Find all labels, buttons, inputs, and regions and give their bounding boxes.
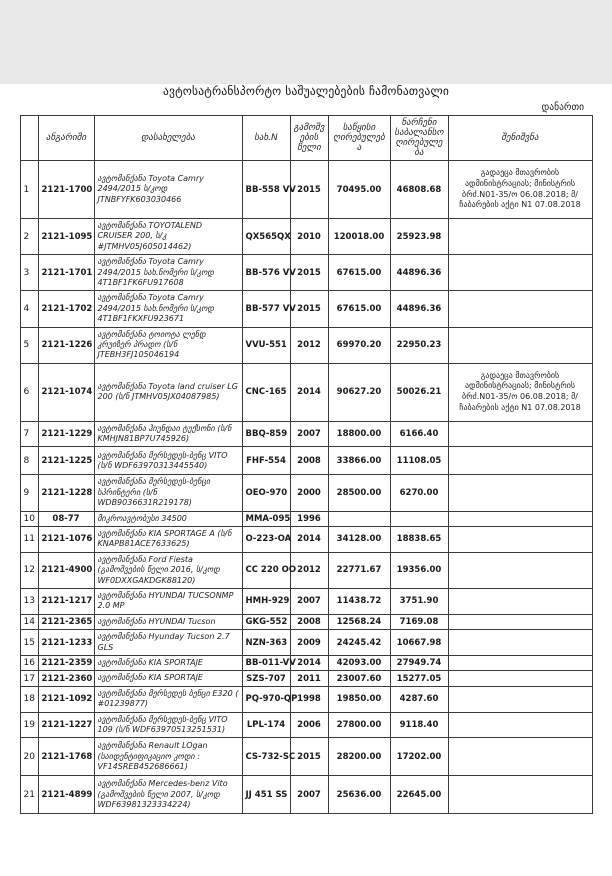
- row-number: 8: [20, 447, 38, 475]
- table-row: [20, 527, 592, 553]
- cell-note: გადაეცა მთავრობის ადმინისტრაციას; მინისტრის ბრძ.N01-35/ო 06.08.2018; მ/ჩაბარების აქტი N1 07.08.2018: [448, 161, 592, 219]
- cell-initial-value: 24245.42: [328, 630, 390, 656]
- cell-note: [448, 655, 592, 670]
- cell-release-year: 2007: [290, 588, 328, 614]
- vehicles-table: [20, 115, 593, 814]
- cell-residual-value: 17202.00: [390, 738, 448, 776]
- table-row: [20, 255, 592, 291]
- table-row: [20, 655, 592, 670]
- cell-initial-value: 42093.00: [328, 655, 390, 670]
- header-initial-value: საწყისი ღირებულება: [328, 116, 390, 161]
- cell-plate-number: HMH-929: [242, 588, 290, 614]
- cell-initial-value: 70495.00: [328, 161, 390, 219]
- cell-description: ავტომანქანა Toyota Camry 2494/2015 სახ.ნომერი ს/კოდ 4T1BF1FK6FU917608: [94, 255, 242, 291]
- header-note: შენიშვნა: [448, 116, 592, 161]
- cell-plate-number: SZS-707: [242, 671, 290, 686]
- cell-release-year: 2008: [290, 614, 328, 629]
- cell-initial-value: 22771.67: [328, 552, 390, 588]
- cell-description: ავტომანქანა მერსედეს-ბენც VITO (ს/ნ WDF63970313445540): [94, 447, 242, 475]
- cell-initial-value: 33866.00: [328, 447, 390, 475]
- cell-note: [448, 552, 592, 588]
- cell-description: ავტომანქანა მერსედეს ბენცი E320 ( #01239877): [94, 686, 242, 712]
- cell-note: [448, 527, 592, 553]
- cell-release-year: 2015: [290, 291, 328, 327]
- cell-note: [448, 219, 592, 255]
- cell-residual-value: 22645.00: [390, 776, 448, 814]
- cell-plate-number: O-223-OA: [242, 527, 290, 553]
- cell-description: მიკროავტობუსი 34500: [94, 511, 242, 526]
- cell-note: [448, 738, 592, 776]
- row-number: 17: [20, 671, 38, 686]
- cell-residual-value: 27949.74: [390, 655, 448, 670]
- cell-release-year: 2012: [290, 552, 328, 588]
- row-number: 21: [20, 776, 38, 814]
- row-number: 18: [20, 686, 38, 712]
- cell-release-year: 2010: [290, 219, 328, 255]
- cell-account: 2121-1228: [38, 475, 94, 511]
- cell-account: 2121-1076: [38, 527, 94, 553]
- table-body: [20, 161, 592, 814]
- cell-residual-value: 15277.05: [390, 671, 448, 686]
- cell-residual-value: [390, 511, 448, 526]
- cell-note: გადაეცა მთავრობის ადმინისტრაციას; მინისტრის ბრძ.N01-35/ო 06.08.2018; მ/ჩაბარების აქტი N1 07.08.2018: [448, 363, 592, 421]
- row-number: 1: [20, 161, 38, 219]
- cell-plate-number: BB-011-VV: [242, 655, 290, 670]
- table-row: [20, 630, 592, 656]
- cell-description: ავტომანქანა Hyunday Tucson 2.7 GLS: [94, 630, 242, 656]
- cell-residual-value: 18838.65: [390, 527, 448, 553]
- cell-residual-value: 19356.00: [390, 552, 448, 588]
- row-number: 6: [20, 363, 38, 421]
- cell-account: 2121-2359: [38, 655, 94, 670]
- cell-release-year: 2008: [290, 447, 328, 475]
- cell-account: 2121-1225: [38, 447, 94, 475]
- header-year: გამოშვების წელი: [290, 116, 328, 161]
- table-row: [20, 552, 592, 588]
- cell-release-year: 2014: [290, 527, 328, 553]
- header-account: ანგარიში: [38, 116, 94, 161]
- row-number: 11: [20, 527, 38, 553]
- cell-note: [448, 421, 592, 447]
- header-residual-value: ნარჩენი საბალანსო ღირებულება: [390, 116, 448, 161]
- cell-residual-value: 9118.40: [390, 712, 448, 738]
- cell-plate-number: JJ 451 SS: [242, 776, 290, 814]
- cell-account: 2121-1226: [38, 327, 94, 363]
- cell-initial-value: 19850.00: [328, 686, 390, 712]
- cell-note: [448, 255, 592, 291]
- cell-account: 08-77: [38, 511, 94, 526]
- cell-plate-number: VVU-551: [242, 327, 290, 363]
- cell-account: 2121-1074: [38, 363, 94, 421]
- cell-residual-value: 6270.00: [390, 475, 448, 511]
- cell-account: 2121-1700: [38, 161, 94, 219]
- cell-release-year: 2015: [290, 161, 328, 219]
- cell-residual-value: 11108.05: [390, 447, 448, 475]
- cell-initial-value: [328, 511, 390, 526]
- cell-plate-number: MMA-095: [242, 511, 290, 526]
- table-row: [20, 327, 592, 363]
- cell-residual-value: 44896.36: [390, 291, 448, 327]
- cell-residual-value: 25923.98: [390, 219, 448, 255]
- cell-description: ავტომანქანა KIA SPORTAJE: [94, 655, 242, 670]
- table-row: [20, 447, 592, 475]
- cell-residual-value: 7169.08: [390, 614, 448, 629]
- row-number: 19: [20, 712, 38, 738]
- cell-note: [448, 327, 592, 363]
- cell-release-year: 2014: [290, 363, 328, 421]
- cell-note: [448, 447, 592, 475]
- cell-account: 2121-2365: [38, 614, 94, 629]
- cell-initial-value: 23007.60: [328, 671, 390, 686]
- table-row: [20, 738, 592, 776]
- table-row: [20, 363, 592, 421]
- table-row: [20, 475, 592, 511]
- row-number: 20: [20, 738, 38, 776]
- cell-note: [448, 630, 592, 656]
- row-number: 5: [20, 327, 38, 363]
- cell-initial-value: 90627.20: [328, 363, 390, 421]
- cell-release-year: 2007: [290, 421, 328, 447]
- cell-plate-number: LPL-174: [242, 712, 290, 738]
- table-row: [20, 161, 592, 219]
- cell-account: 2121-2360: [38, 671, 94, 686]
- row-number: 16: [20, 655, 38, 670]
- table-row: [20, 614, 592, 629]
- cell-account: 2121-1701: [38, 255, 94, 291]
- cell-initial-value: 120018.00: [328, 219, 390, 255]
- cell-note: [448, 671, 592, 686]
- cell-account: 2121-4899: [38, 776, 94, 814]
- cell-description: ავტომანქანა Toyota Camry 2494/2015 ს/კოდ JTNBFYFK603030466: [94, 161, 242, 219]
- cell-initial-value: 28200.00: [328, 738, 390, 776]
- cell-plate-number: CS-732-SC: [242, 738, 290, 776]
- cell-residual-value: 22950.23: [390, 327, 448, 363]
- cell-release-year: 1996: [290, 511, 328, 526]
- cell-residual-value: 50026.21: [390, 363, 448, 421]
- cell-initial-value: 67615.00: [328, 291, 390, 327]
- cell-release-year: 2007: [290, 776, 328, 814]
- table-row: [20, 511, 592, 526]
- cell-description: ავტომანქანა Toyota Camry 2494/2015 სახ.ნომერი ს/კოდ 4T1BF1FKXFU923671: [94, 291, 242, 327]
- cell-description: ავტომანქანა მერსედეს-ბენც VITO 109 (ს/ნ WDF63970513251531): [94, 712, 242, 738]
- cell-initial-value: 25636.00: [328, 776, 390, 814]
- cell-note: [448, 588, 592, 614]
- document-page: [0, 84, 612, 876]
- cell-note: [448, 511, 592, 526]
- cell-release-year: 2000: [290, 475, 328, 511]
- cell-release-year: 2015: [290, 738, 328, 776]
- cell-note: [448, 776, 592, 814]
- table-row: [20, 712, 592, 738]
- cell-account: 2121-1768: [38, 738, 94, 776]
- cell-account: 2121-1229: [38, 421, 94, 447]
- cell-residual-value: 46808.68: [390, 161, 448, 219]
- cell-release-year: 2011: [290, 671, 328, 686]
- cell-note: [448, 291, 592, 327]
- table-row: [20, 588, 592, 614]
- cell-plate-number: QX565QX: [242, 219, 290, 255]
- cell-plate-number: FHF-554: [242, 447, 290, 475]
- cell-initial-value: 69970.20: [328, 327, 390, 363]
- cell-note: [448, 475, 592, 511]
- cell-note: [448, 712, 592, 738]
- cell-description: ავტომანქანა TOYOTALEND CRUISER 200, ს/კ #JTMHV05J605014462): [94, 219, 242, 255]
- cell-account: 2121-1233: [38, 630, 94, 656]
- cell-release-year: 2014: [290, 655, 328, 670]
- cell-description: ავტომანქანა KIA SPORTAGE A (ს/ნ KNAPB81ACE7633625): [94, 527, 242, 553]
- row-number: 3: [20, 255, 38, 291]
- row-number: 4: [20, 291, 38, 327]
- cell-residual-value: 4287.60: [390, 686, 448, 712]
- cell-description: ავტომანქანა მერსედეს-ბენცი სპრინტერი (ს/ნ WDB9036631R219178): [94, 475, 242, 511]
- cell-initial-value: 34128.00: [328, 527, 390, 553]
- row-number: 15: [20, 630, 38, 656]
- cell-initial-value: 28500.00: [328, 475, 390, 511]
- cell-residual-value: 3751.90: [390, 588, 448, 614]
- cell-initial-value: 67615.00: [328, 255, 390, 291]
- cell-plate-number: NZN-363: [242, 630, 290, 656]
- cell-account: 2121-1217: [38, 588, 94, 614]
- cell-plate-number: BB-577 VV: [242, 291, 290, 327]
- table-row: [20, 219, 592, 255]
- cell-release-year: 2015: [290, 255, 328, 291]
- table-row: [20, 776, 592, 814]
- cell-plate-number: BBQ-859: [242, 421, 290, 447]
- cell-account: 2121-1702: [38, 291, 94, 327]
- cell-initial-value: 12568.24: [328, 614, 390, 629]
- cell-plate-number: CNC-165: [242, 363, 290, 421]
- cell-description: ავტომანქანა Renault LOgan (საიდენტიფიკაციო კოდი : VF14SREB452686661): [94, 738, 242, 776]
- cell-account: 2121-1227: [38, 712, 94, 738]
- cell-description: ავტომანქანა ჰიუნდაი ტუქსონი (ს/ნ KMHJN81BP7U745926): [94, 421, 242, 447]
- cell-plate-number: CC 220 OO: [242, 552, 290, 588]
- cell-plate-number: OEO-970: [242, 475, 290, 511]
- page-title: ავტოსატრანსპორტო საშუალებების ჩამონათვალი: [162, 84, 450, 98]
- row-number: 13: [20, 588, 38, 614]
- cell-release-year: 1998: [290, 686, 328, 712]
- cell-release-year: 2006: [290, 712, 328, 738]
- cell-plate-number: PQ-970-QP: [242, 686, 290, 712]
- cell-release-year: 2012: [290, 327, 328, 363]
- cell-account: 2121-1092: [38, 686, 94, 712]
- cell-description: ავტომანქანა Mercedes-benz Vito (გამოშვების წელი 2007, ს/კოდ WDF63981323334224): [94, 776, 242, 814]
- header-description: დასახელება: [94, 116, 242, 161]
- cell-description: ავტომანქანა KIA SPORTAJE: [94, 671, 242, 686]
- row-number: 12: [20, 552, 38, 588]
- cell-initial-value: 11438.72: [328, 588, 390, 614]
- table-row: [20, 291, 592, 327]
- cell-initial-value: 18800.00: [328, 421, 390, 447]
- cell-description: ავტომანქანა HYUNDAI Tucson: [94, 614, 242, 629]
- cell-account: 2121-4900: [38, 552, 94, 588]
- cell-plate-number: BB-558 VV: [242, 161, 290, 219]
- row-number: 10: [20, 511, 38, 526]
- cell-description: ავტომანქანა HYUNDAI TUCSONMP 2.0 MP: [94, 588, 242, 614]
- cell-release-year: 2009: [290, 630, 328, 656]
- cell-account: 2121-1095: [38, 219, 94, 255]
- cell-plate-number: GKG-552: [242, 614, 290, 629]
- annex-label: დანართი: [541, 102, 584, 113]
- row-number: 2: [20, 219, 38, 255]
- cell-residual-value: 6166.40: [390, 421, 448, 447]
- table-row: [20, 686, 592, 712]
- cell-description: ავტომანქანა Ford Fiesta (გამოშვების წელი 2016, ს/კოდ WF0DXXGAKDGK88120): [94, 552, 242, 588]
- cell-note: [448, 686, 592, 712]
- header-plate: სახ.N: [242, 116, 290, 161]
- table-header: [20, 116, 592, 161]
- table-row: [20, 421, 592, 447]
- row-number: 9: [20, 475, 38, 511]
- cell-plate-number: BB-576 VV: [242, 255, 290, 291]
- cell-residual-value: 10667.98: [390, 630, 448, 656]
- row-number: 14: [20, 614, 38, 629]
- header-row: [20, 116, 592, 161]
- row-number: 7: [20, 421, 38, 447]
- header-row-number: [20, 116, 38, 161]
- table-row: [20, 671, 592, 686]
- cell-initial-value: 27800.00: [328, 712, 390, 738]
- cell-description: ავტომანქანა Toyota land cruiser LG 200 (ს/ნ JTMHV05JX04087985): [94, 363, 242, 421]
- cell-note: [448, 614, 592, 629]
- cell-description: ავტომანქანა ტოიოტა ლენდ კრუიზერ პრადო (ს/ნ JTEBH3FJ105046194: [94, 327, 242, 363]
- cell-residual-value: 44896.36: [390, 255, 448, 291]
